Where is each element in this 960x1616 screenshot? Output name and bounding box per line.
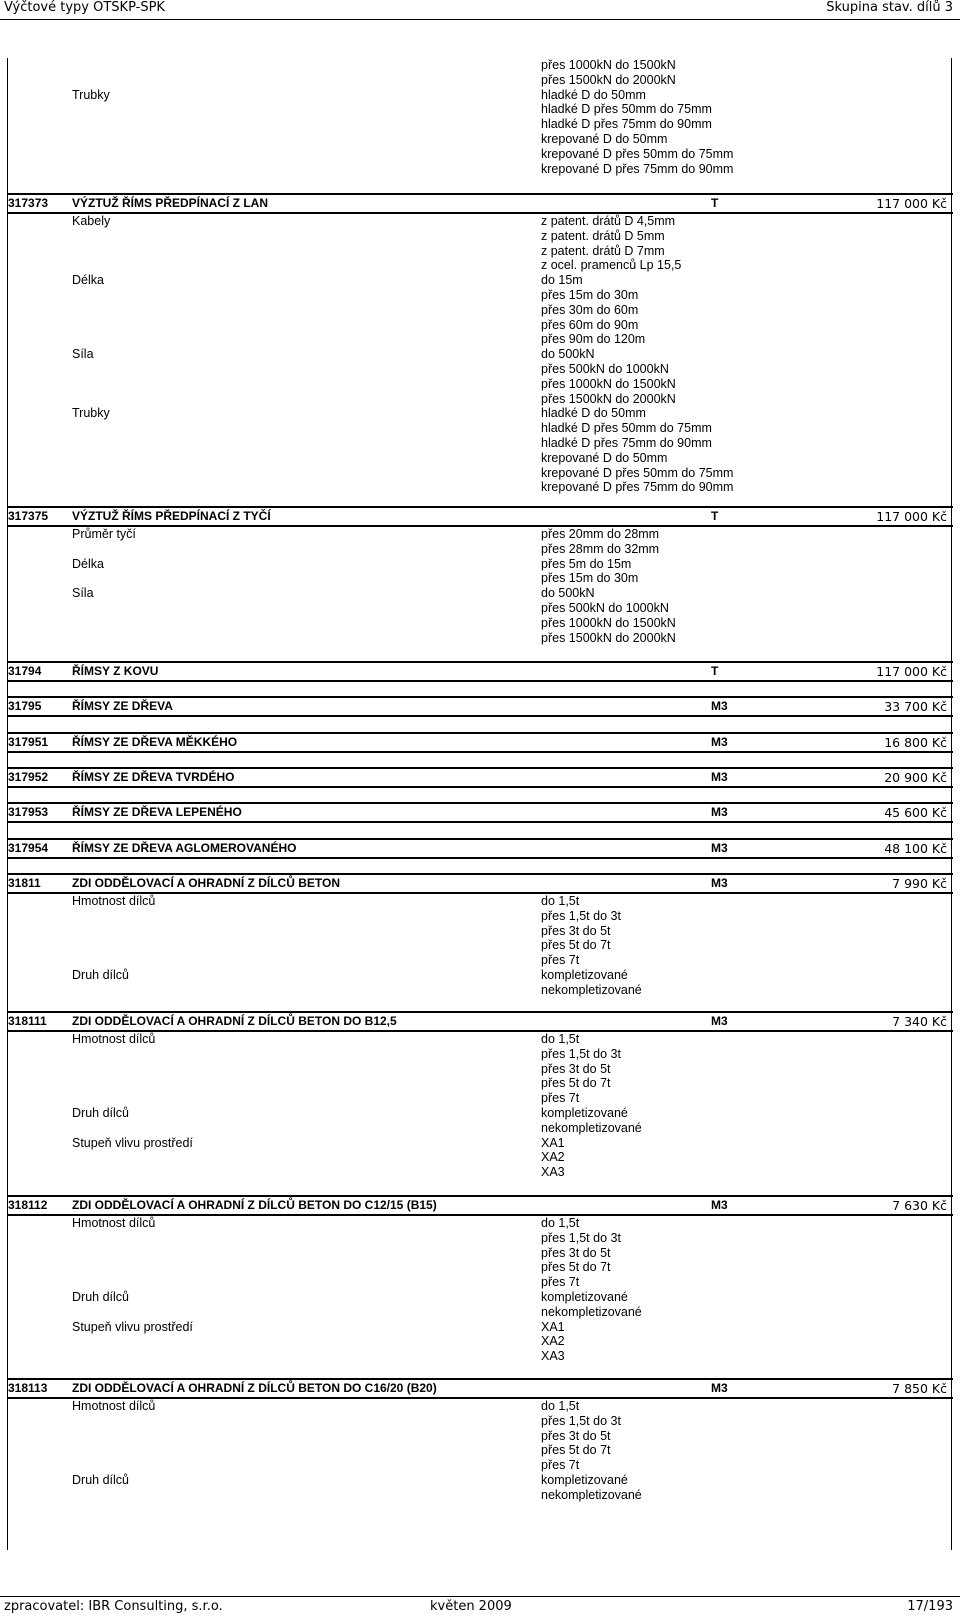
- section-title: Skupina stav. dílů 3: [826, 0, 953, 15]
- item-row: [8, 802, 953, 823]
- param-value: přes 7t: [541, 1091, 580, 1106]
- param-value: přes 1,5t do 3t: [541, 1046, 621, 1061]
- param-value: přes 1000kN do 1500kN: [541, 58, 676, 72]
- param-value: přes 1500kN do 2000kN: [541, 72, 676, 87]
- param-value: hladké D přes 50mm do 75mm: [541, 102, 712, 117]
- param-value: XA2: [541, 1150, 565, 1165]
- param-value: kompletizované: [541, 1290, 628, 1304]
- item-price: 117 000 Kč: [876, 664, 947, 679]
- param-value: hladké D přes 50mm do 75mm: [541, 421, 712, 436]
- item-price: 20 900 Kč: [884, 770, 947, 785]
- param-value: přes 1,5t do 3t: [541, 1413, 621, 1428]
- param-value: přes 1,5t do 3t: [541, 908, 621, 923]
- param-label: Délka: [72, 273, 104, 288]
- item-price: 7 630 Kč: [892, 1198, 947, 1213]
- param-value: přes 28mm do 32mm: [541, 541, 660, 556]
- param-value: do 500kN: [541, 347, 595, 362]
- param-label: Trubky: [72, 87, 110, 102]
- item-code: 317375: [8, 509, 49, 523]
- param-value: přes 1500kN do 2000kN: [541, 391, 676, 406]
- param-value: hladké D do 50mm: [541, 406, 646, 421]
- param-value: krepované D přes 75mm do 90mm: [541, 161, 734, 176]
- item-name: ZDI ODDĚLOVACÍ A OHRADNÍ Z DÍLCŮ BETON DO C16/20 (B20): [72, 1381, 437, 1395]
- param-value: přes 30m do 60m: [541, 302, 639, 317]
- param-label: Hmotnost dílců: [72, 1216, 156, 1230]
- param-value: kompletizované: [541, 968, 628, 982]
- param-label: Délka: [72, 556, 104, 571]
- item-price: 48 100 Kč: [884, 841, 947, 856]
- footer-date: květen 2009: [430, 1599, 512, 1614]
- item-code: 318113: [8, 1381, 48, 1395]
- param-value: přes 7t: [541, 1458, 580, 1473]
- param-value: z patent. drátů D 4,5mm: [541, 214, 676, 228]
- param-value: krepované D do 50mm: [541, 132, 668, 146]
- param-value: přes 3t do 5t: [541, 923, 611, 938]
- param-value: přes 90m do 120m: [541, 332, 646, 347]
- item-unit: M3: [711, 841, 728, 855]
- footer-author: zpracovatel: IBR Consulting, s.r.o.: [4, 1599, 223, 1614]
- item-price: 7 340 Kč: [892, 1014, 947, 1029]
- item-price: 7 990 Kč: [892, 876, 947, 891]
- item-row: [8, 1378, 953, 1399]
- item-row: [8, 1011, 953, 1032]
- item-row: [8, 661, 953, 682]
- param-value: přes 500kN do 1000kN: [541, 601, 669, 615]
- param-label: Kabely: [72, 214, 111, 228]
- param-value: hladké D přes 75mm do 90mm: [541, 117, 712, 132]
- item-row: [8, 193, 953, 214]
- param-label: Trubky: [72, 406, 110, 421]
- param-value: přes 60m do 90m: [541, 317, 639, 332]
- param-value: krepované D do 50mm: [541, 450, 668, 465]
- param-value: přes 3t do 5t: [541, 1245, 611, 1260]
- param-value: krepované D přes 50mm do 75mm: [541, 146, 734, 161]
- item-unit: T: [711, 664, 719, 678]
- item-row: [8, 506, 953, 527]
- item-price: 33 700 Kč: [884, 699, 947, 714]
- param-value: krepované D přes 50mm do 75mm: [541, 465, 734, 480]
- param-value: krepované D přes 75mm do 90mm: [541, 480, 734, 495]
- param-label: Stupeň vlivu prostředí: [72, 1135, 193, 1150]
- param-label: Druh dílců: [72, 1473, 129, 1487]
- param-label: Druh dílců: [72, 1290, 129, 1304]
- param-value: přes 5t do 7t: [541, 938, 611, 953]
- param-value: nekompletizované: [541, 1304, 642, 1319]
- param-label: Síla: [72, 347, 94, 362]
- param-value: hladké D přes 75mm do 90mm: [541, 436, 712, 450]
- item-price: 117 000 Kč: [876, 509, 947, 524]
- item-name: ŘÍMSY ZE DŘEVA TVRDÉHO: [72, 770, 235, 784]
- item-name: ŘÍMSY ZE DŘEVA MĚKKÉHO: [72, 735, 238, 749]
- param-value: přes 1000kN do 1500kN: [541, 615, 676, 630]
- param-value: přes 5t do 7t: [541, 1443, 611, 1458]
- param-value: z patent. drátů D 5mm: [541, 228, 665, 243]
- param-value: přes 5t do 7t: [541, 1076, 611, 1091]
- param-label: Síla: [72, 586, 94, 601]
- param-value: přes 3t do 5t: [541, 1428, 611, 1443]
- item-code: 317951: [8, 735, 49, 749]
- item-code: 317954: [8, 841, 49, 855]
- param-value: hladké D do 50mm: [541, 87, 646, 102]
- item-name: ZDI ODDĚLOVACÍ A OHRADNÍ Z DÍLCŮ BETON: [72, 876, 340, 890]
- item-name: ZDI ODDĚLOVACÍ A OHRADNÍ Z DÍLCŮ BETON DO C12/15 (B15): [72, 1198, 437, 1212]
- item-code: 318112: [8, 1198, 48, 1212]
- param-value: přes 1,5t do 3t: [541, 1230, 621, 1245]
- param-value: do 1,5t: [541, 1399, 580, 1413]
- item-unit: M3: [711, 699, 728, 713]
- param-value: nekompletizované: [541, 1120, 642, 1135]
- param-value: z ocel. pramenců Lp 15,5: [541, 258, 682, 273]
- param-value: nekompletizované: [541, 982, 642, 997]
- item-unit: M3: [711, 805, 728, 819]
- item-unit: M3: [711, 735, 728, 749]
- item-price: 16 800 Kč: [884, 735, 947, 750]
- param-label: Stupeň vlivu prostředí: [72, 1319, 193, 1334]
- param-label: Hmotnost dílců: [72, 894, 156, 908]
- item-code: 31795: [8, 699, 42, 713]
- item-name: VÝZTUŽ ŘÍMS PŘEDPÍNACÍ Z LAN: [72, 196, 269, 210]
- param-value: přes 15m do 30m: [541, 571, 639, 586]
- item-name: ŘÍMSY Z KOVU: [72, 664, 159, 678]
- item-unit: M3: [711, 770, 728, 784]
- param-value: přes 1500kN do 2000kN: [541, 630, 676, 645]
- param-value: přes 7t: [541, 953, 580, 968]
- item-price: 45 600 Kč: [884, 805, 947, 820]
- item-name: VÝZTUŽ ŘÍMS PŘEDPÍNACÍ Z TYČÍ: [72, 509, 271, 523]
- document-title: Výčtové typy OTSKP-SPK: [4, 0, 165, 15]
- param-value: do 15m: [541, 273, 583, 288]
- item-name: ŘÍMSY ZE DŘEVA LEPENÉHO: [72, 805, 242, 819]
- param-label: Průměr tyčí: [72, 527, 136, 541]
- item-row: [8, 696, 953, 717]
- param-value: nekompletizované: [541, 1487, 642, 1502]
- item-name: ŘÍMSY ZE DŘEVA: [72, 699, 173, 713]
- param-label: Druh dílců: [72, 1106, 129, 1120]
- param-value: přes 1000kN do 1500kN: [541, 376, 676, 391]
- param-value: přes 500kN do 1000kN: [541, 362, 669, 376]
- param-label: Hmotnost dílců: [72, 1032, 156, 1046]
- item-name: ZDI ODDĚLOVACÍ A OHRADNÍ Z DÍLCŮ BETON DO B12,5: [72, 1014, 397, 1028]
- item-code: 317373: [8, 196, 49, 210]
- param-value: do 1,5t: [541, 1216, 580, 1230]
- param-value: přes 7t: [541, 1275, 580, 1290]
- param-value: kompletizované: [541, 1473, 628, 1487]
- item-code: 31811: [8, 876, 41, 890]
- item-row: [8, 1195, 953, 1216]
- item-row: [8, 732, 953, 753]
- param-value: do 1,5t: [541, 1032, 580, 1046]
- item-unit: T: [711, 509, 719, 523]
- param-label: Hmotnost dílců: [72, 1399, 156, 1413]
- item-row: [8, 873, 953, 894]
- page-header: [0, 0, 960, 20]
- param-value: přes 5m do 15m: [541, 556, 632, 571]
- param-value: z patent. drátů D 7mm: [541, 243, 665, 258]
- price-list: [7, 58, 952, 1550]
- param-value: XA1: [541, 1319, 565, 1334]
- param-label: Druh dílců: [72, 968, 129, 982]
- item-row: [8, 838, 953, 859]
- item-price: 7 850 Kč: [892, 1381, 947, 1396]
- item-unit: T: [711, 196, 719, 210]
- item-code: 31794: [8, 664, 42, 678]
- item-code: 317952: [8, 770, 49, 784]
- param-value: XA1: [541, 1135, 565, 1150]
- param-value: XA2: [541, 1334, 565, 1349]
- item-code: 317953: [8, 805, 49, 819]
- item-unit: M3: [711, 1381, 728, 1395]
- param-value: přes 15m do 30m: [541, 288, 639, 302]
- param-value: přes 5t do 7t: [541, 1260, 611, 1275]
- param-value: do 500kN: [541, 586, 595, 601]
- item-name: ŘÍMSY ZE DŘEVA AGLOMEROVANÉHO: [72, 841, 297, 855]
- item-code: 318111: [8, 1014, 47, 1028]
- page-number: 17/193: [907, 1599, 953, 1614]
- param-value: XA3: [541, 1349, 565, 1364]
- param-value: XA3: [541, 1165, 565, 1180]
- item-unit: M3: [711, 1198, 728, 1212]
- param-value: přes 3t do 5t: [541, 1061, 611, 1076]
- item-price: 117 000 Kč: [876, 196, 947, 211]
- item-unit: M3: [711, 876, 728, 890]
- param-value: do 1,5t: [541, 894, 580, 908]
- page-footer: [0, 1596, 960, 1616]
- param-value: kompletizované: [541, 1106, 628, 1120]
- item-row: [8, 767, 953, 788]
- param-value: přes 20mm do 28mm: [541, 527, 660, 541]
- item-unit: M3: [711, 1014, 728, 1028]
